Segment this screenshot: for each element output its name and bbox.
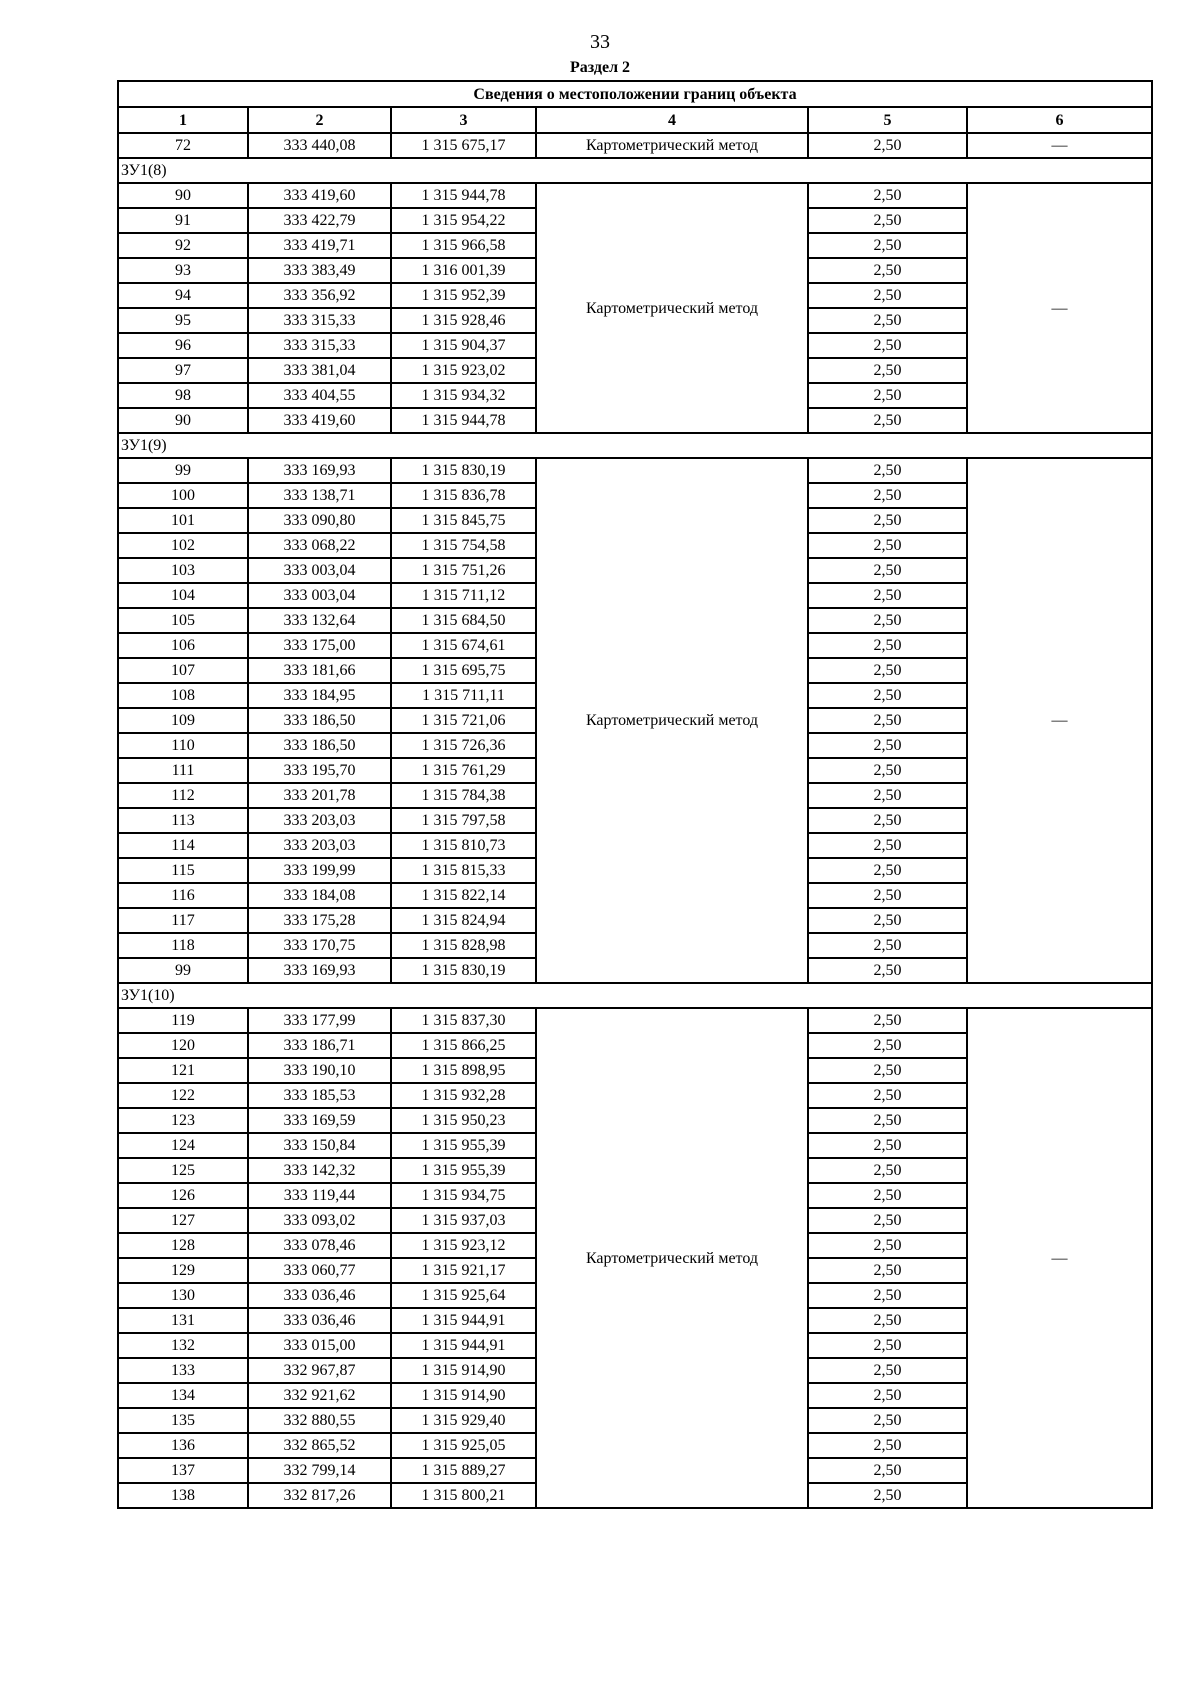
point-number: 114 xyxy=(118,833,248,858)
coordinate-y: 1 315 955,39 xyxy=(391,1133,536,1158)
point-number: 90 xyxy=(118,183,248,208)
accuracy-cell: 2,50 xyxy=(808,558,967,583)
point-number: 121 xyxy=(118,1058,248,1083)
accuracy-cell: 2,50 xyxy=(808,1183,967,1208)
point-number: 99 xyxy=(118,958,248,983)
coordinate-y: 1 315 923,02 xyxy=(391,358,536,383)
point-number: 135 xyxy=(118,1408,248,1433)
coordinate-y: 1 315 711,12 xyxy=(391,583,536,608)
coordinate-x: 333 356,92 xyxy=(248,283,391,308)
point-number: 103 xyxy=(118,558,248,583)
accuracy-cell: 2,50 xyxy=(808,1158,967,1183)
coordinate-y: 1 315 954,22 xyxy=(391,208,536,233)
coordinate-y: 1 315 944,91 xyxy=(391,1308,536,1333)
column6-cell: — xyxy=(967,183,1152,433)
accuracy-cell: 2,50 xyxy=(808,1258,967,1283)
coordinate-x: 333 090,80 xyxy=(248,508,391,533)
accuracy-cell: 2,50 xyxy=(808,133,967,158)
coordinate-y: 1 315 837,30 xyxy=(391,1008,536,1033)
coordinate-y: 1 315 711,11 xyxy=(391,683,536,708)
accuracy-cell: 2,50 xyxy=(808,1333,967,1358)
coordinate-x: 333 119,44 xyxy=(248,1183,391,1208)
coordinate-y: 1 315 824,94 xyxy=(391,908,536,933)
coordinate-x: 333 315,33 xyxy=(248,333,391,358)
coordinate-x: 333 184,08 xyxy=(248,883,391,908)
coordinate-y: 1 315 726,36 xyxy=(391,733,536,758)
coordinate-y: 1 315 944,78 xyxy=(391,408,536,433)
coordinate-y: 1 316 001,39 xyxy=(391,258,536,283)
point-number: 115 xyxy=(118,858,248,883)
coordinate-x: 333 169,59 xyxy=(248,1108,391,1133)
coordinate-x: 333 186,50 xyxy=(248,733,391,758)
point-number: 136 xyxy=(118,1433,248,1458)
point-number: 92 xyxy=(118,233,248,258)
coordinate-y: 1 315 929,40 xyxy=(391,1408,536,1433)
page-number: 33 xyxy=(590,31,610,53)
coordinate-x: 333 195,70 xyxy=(248,758,391,783)
accuracy-cell: 2,50 xyxy=(808,258,967,283)
accuracy-cell: 2,50 xyxy=(808,483,967,508)
coordinate-x: 333 132,64 xyxy=(248,608,391,633)
accuracy-cell: 2,50 xyxy=(808,1033,967,1058)
accuracy-cell: 2,50 xyxy=(808,708,967,733)
coordinate-x: 333 169,93 xyxy=(248,958,391,983)
coordinate-x: 333 315,33 xyxy=(248,308,391,333)
point-number: 111 xyxy=(118,758,248,783)
method-cell: Картометрический метод xyxy=(536,183,808,433)
coordinate-y: 1 315 761,29 xyxy=(391,758,536,783)
accuracy-cell: 2,50 xyxy=(808,933,967,958)
point-number: 125 xyxy=(118,1158,248,1183)
accuracy-cell: 2,50 xyxy=(808,1358,967,1383)
coordinate-y: 1 315 810,73 xyxy=(391,833,536,858)
accuracy-cell: 2,50 xyxy=(808,1233,967,1258)
coordinate-y: 1 315 950,23 xyxy=(391,1108,536,1133)
method-cell: Картометрический метод xyxy=(536,1008,808,1508)
coordinate-x: 333 015,00 xyxy=(248,1333,391,1358)
coordinate-x: 333 190,10 xyxy=(248,1058,391,1083)
coordinate-y: 1 315 914,90 xyxy=(391,1383,536,1408)
accuracy-cell: 2,50 xyxy=(808,1408,967,1433)
accuracy-cell: 2,50 xyxy=(808,1108,967,1133)
point-number: 72 xyxy=(118,133,248,158)
coordinate-y: 1 315 675,17 xyxy=(391,133,536,158)
group-row xyxy=(118,983,1152,1008)
table-title-row xyxy=(118,81,1152,107)
coordinate-y: 1 315 944,78 xyxy=(391,183,536,208)
section-title: Раздел 2 xyxy=(569,59,631,76)
coordinate-x: 333 201,78 xyxy=(248,783,391,808)
point-number: 128 xyxy=(118,1233,248,1258)
coordinate-x: 333 199,99 xyxy=(248,858,391,883)
point-number: 106 xyxy=(118,633,248,658)
accuracy-cell: 2,50 xyxy=(808,233,967,258)
point-number: 126 xyxy=(118,1183,248,1208)
accuracy-cell: 2,50 xyxy=(808,633,967,658)
coordinate-y: 1 315 937,03 xyxy=(391,1208,536,1233)
accuracy-cell: 2,50 xyxy=(808,208,967,233)
table-row xyxy=(118,1008,1152,1033)
table-body xyxy=(118,81,1152,1508)
coordinate-x: 333 060,77 xyxy=(248,1258,391,1283)
point-number: 134 xyxy=(118,1383,248,1408)
coordinate-y: 1 315 836,78 xyxy=(391,483,536,508)
point-number: 99 xyxy=(118,458,248,483)
accuracy-cell: 2,50 xyxy=(808,333,967,358)
point-number: 97 xyxy=(118,358,248,383)
coordinate-y: 1 315 751,26 xyxy=(391,558,536,583)
coordinate-y: 1 315 898,95 xyxy=(391,1058,536,1083)
coordinate-x: 333 186,71 xyxy=(248,1033,391,1058)
table-title: Сведения о местоположении границ объекта xyxy=(118,81,1152,107)
coordinate-y: 1 315 828,98 xyxy=(391,933,536,958)
coordinate-x: 333 170,75 xyxy=(248,933,391,958)
point-number: 130 xyxy=(118,1283,248,1308)
coordinate-x: 333 003,04 xyxy=(248,558,391,583)
point-number: 102 xyxy=(118,533,248,558)
coordinate-x: 333 184,95 xyxy=(248,683,391,708)
accuracy-cell: 2,50 xyxy=(808,1483,967,1508)
point-number: 138 xyxy=(118,1483,248,1508)
column6-cell: — xyxy=(967,1008,1152,1508)
point-number: 110 xyxy=(118,733,248,758)
point-number: 91 xyxy=(118,208,248,233)
accuracy-cell: 2,50 xyxy=(808,858,967,883)
coordinate-y: 1 315 721,06 xyxy=(391,708,536,733)
group-label: ЗУ1(8) xyxy=(118,158,1152,183)
accuracy-cell: 2,50 xyxy=(808,358,967,383)
accuracy-cell: 2,50 xyxy=(808,508,967,533)
coordinate-y: 1 315 889,27 xyxy=(391,1458,536,1483)
point-number: 133 xyxy=(118,1358,248,1383)
point-number: 120 xyxy=(118,1033,248,1058)
accuracy-cell: 2,50 xyxy=(808,958,967,983)
coordinate-y: 1 315 684,50 xyxy=(391,608,536,633)
coordinate-y: 1 315 925,05 xyxy=(391,1433,536,1458)
coordinate-x: 333 404,55 xyxy=(248,383,391,408)
coordinate-x: 333 419,60 xyxy=(248,183,391,208)
coordinate-x: 333 422,79 xyxy=(248,208,391,233)
accuracy-cell: 2,50 xyxy=(808,758,967,783)
point-number: 118 xyxy=(118,933,248,958)
point-number: 96 xyxy=(118,333,248,358)
accuracy-cell: 2,50 xyxy=(808,1308,967,1333)
accuracy-cell: 2,50 xyxy=(808,1433,967,1458)
accuracy-cell: 2,50 xyxy=(808,808,967,833)
coordinate-x: 333 186,50 xyxy=(248,708,391,733)
coordinate-x: 332 880,55 xyxy=(248,1408,391,1433)
coordinate-y: 1 315 932,28 xyxy=(391,1083,536,1108)
accuracy-cell: 2,50 xyxy=(808,1383,967,1408)
group-row xyxy=(118,433,1152,458)
coordinate-x: 333 419,60 xyxy=(248,408,391,433)
accuracy-cell: 2,50 xyxy=(808,533,967,558)
coordinate-y: 1 315 822,14 xyxy=(391,883,536,908)
coordinate-x: 332 799,14 xyxy=(248,1458,391,1483)
table-row xyxy=(118,133,1152,158)
point-number: 131 xyxy=(118,1308,248,1333)
coordinate-y: 1 315 815,33 xyxy=(391,858,536,883)
point-number: 123 xyxy=(118,1108,248,1133)
coordinate-x: 333 383,49 xyxy=(248,258,391,283)
column-header: 4 xyxy=(536,107,808,133)
column6-cell: — xyxy=(967,133,1152,158)
accuracy-cell: 2,50 xyxy=(808,1083,967,1108)
coordinate-y: 1 315 921,17 xyxy=(391,1258,536,1283)
accuracy-cell: 2,50 xyxy=(808,733,967,758)
point-number: 127 xyxy=(118,1208,248,1233)
accuracy-cell: 2,50 xyxy=(808,183,967,208)
coordinate-y: 1 315 934,32 xyxy=(391,383,536,408)
coordinate-x: 333 381,04 xyxy=(248,358,391,383)
point-number: 98 xyxy=(118,383,248,408)
coordinate-y: 1 315 944,91 xyxy=(391,1333,536,1358)
accuracy-cell: 2,50 xyxy=(808,1458,967,1483)
coordinate-y: 1 315 955,39 xyxy=(391,1158,536,1183)
coordinate-y: 1 315 934,75 xyxy=(391,1183,536,1208)
point-number: 94 xyxy=(118,283,248,308)
accuracy-cell: 2,50 xyxy=(808,458,967,483)
point-number: 93 xyxy=(118,258,248,283)
accuracy-cell: 2,50 xyxy=(808,783,967,808)
coordinate-y: 1 315 866,25 xyxy=(391,1033,536,1058)
coordinate-x: 333 078,46 xyxy=(248,1233,391,1258)
method-cell: Картометрический метод xyxy=(536,458,808,983)
accuracy-cell: 2,50 xyxy=(808,658,967,683)
column-header: 3 xyxy=(391,107,536,133)
point-number: 119 xyxy=(118,1008,248,1033)
point-number: 108 xyxy=(118,683,248,708)
accuracy-cell: 2,50 xyxy=(808,583,967,608)
table-row xyxy=(118,183,1152,208)
accuracy-cell: 2,50 xyxy=(808,908,967,933)
coordinate-y: 1 315 784,38 xyxy=(391,783,536,808)
method-cell: Картометрический метод xyxy=(536,133,808,158)
coordinate-y: 1 315 695,75 xyxy=(391,658,536,683)
coordinate-x: 333 175,00 xyxy=(248,633,391,658)
accuracy-cell: 2,50 xyxy=(808,408,967,433)
column6-cell: — xyxy=(967,458,1152,983)
coordinate-y: 1 315 830,19 xyxy=(391,458,536,483)
group-row xyxy=(118,158,1152,183)
point-number: 105 xyxy=(118,608,248,633)
point-number: 129 xyxy=(118,1258,248,1283)
point-number: 116 xyxy=(118,883,248,908)
accuracy-cell: 2,50 xyxy=(808,833,967,858)
point-number: 112 xyxy=(118,783,248,808)
column-header: 6 xyxy=(967,107,1152,133)
table-row xyxy=(118,458,1152,483)
coordinate-y: 1 315 830,19 xyxy=(391,958,536,983)
coordinate-y: 1 315 800,21 xyxy=(391,1483,536,1508)
column-header: 5 xyxy=(808,107,967,133)
table-header-row xyxy=(118,107,1152,133)
coordinate-x: 333 150,84 xyxy=(248,1133,391,1158)
accuracy-cell: 2,50 xyxy=(808,308,967,333)
accuracy-cell: 2,50 xyxy=(808,1133,967,1158)
group-label: ЗУ1(10) xyxy=(118,983,1152,1008)
coordinate-x: 333 440,08 xyxy=(248,133,391,158)
coordinate-y: 1 315 966,58 xyxy=(391,233,536,258)
coordinate-x: 333 003,04 xyxy=(248,583,391,608)
coordinate-x: 333 138,71 xyxy=(248,483,391,508)
coordinate-y: 1 315 925,64 xyxy=(391,1283,536,1308)
group-label: ЗУ1(9) xyxy=(118,433,1152,458)
coordinate-x: 332 967,87 xyxy=(248,1358,391,1383)
boundary-coordinates-table xyxy=(117,80,1153,1509)
accuracy-cell: 2,50 xyxy=(808,1208,967,1233)
point-number: 101 xyxy=(118,508,248,533)
coordinate-x: 333 185,53 xyxy=(248,1083,391,1108)
point-number: 113 xyxy=(118,808,248,833)
coordinate-y: 1 315 928,46 xyxy=(391,308,536,333)
column-header: 1 xyxy=(118,107,248,133)
coordinate-x: 332 921,62 xyxy=(248,1383,391,1408)
point-number: 137 xyxy=(118,1458,248,1483)
accuracy-cell: 2,50 xyxy=(808,683,967,708)
coordinate-x: 333 175,28 xyxy=(248,908,391,933)
point-number: 109 xyxy=(118,708,248,733)
coordinate-x: 333 036,46 xyxy=(248,1283,391,1308)
coordinate-x: 333 181,66 xyxy=(248,658,391,683)
coordinate-y: 1 315 754,58 xyxy=(391,533,536,558)
coordinate-x: 333 419,71 xyxy=(248,233,391,258)
accuracy-cell: 2,50 xyxy=(808,1283,967,1308)
coordinate-x: 333 177,99 xyxy=(248,1008,391,1033)
point-number: 90 xyxy=(118,408,248,433)
coordinate-y: 1 315 797,58 xyxy=(391,808,536,833)
coordinate-x: 333 036,46 xyxy=(248,1308,391,1333)
accuracy-cell: 2,50 xyxy=(808,883,967,908)
coordinate-x: 333 203,03 xyxy=(248,808,391,833)
point-number: 117 xyxy=(118,908,248,933)
point-number: 122 xyxy=(118,1083,248,1108)
coordinate-y: 1 315 845,75 xyxy=(391,508,536,533)
point-number: 104 xyxy=(118,583,248,608)
coordinate-x: 333 169,93 xyxy=(248,458,391,483)
point-number: 95 xyxy=(118,308,248,333)
accuracy-cell: 2,50 xyxy=(808,1058,967,1083)
column-header: 2 xyxy=(248,107,391,133)
coordinate-x: 333 203,03 xyxy=(248,833,391,858)
accuracy-cell: 2,50 xyxy=(808,383,967,408)
accuracy-cell: 2,50 xyxy=(808,283,967,308)
point-number: 124 xyxy=(118,1133,248,1158)
accuracy-cell: 2,50 xyxy=(808,1008,967,1033)
coordinate-y: 1 315 952,39 xyxy=(391,283,536,308)
coordinate-x: 332 865,52 xyxy=(248,1433,391,1458)
coordinate-y: 1 315 904,37 xyxy=(391,333,536,358)
coordinate-y: 1 315 923,12 xyxy=(391,1233,536,1258)
point-number: 132 xyxy=(118,1333,248,1358)
coordinate-x: 332 817,26 xyxy=(248,1483,391,1508)
coordinate-x: 333 142,32 xyxy=(248,1158,391,1183)
point-number: 107 xyxy=(118,658,248,683)
coordinate-x: 333 068,22 xyxy=(248,533,391,558)
coordinate-y: 1 315 674,61 xyxy=(391,633,536,658)
point-number: 100 xyxy=(118,483,248,508)
coordinate-x: 333 093,02 xyxy=(248,1208,391,1233)
accuracy-cell: 2,50 xyxy=(808,608,967,633)
coordinate-y: 1 315 914,90 xyxy=(391,1358,536,1383)
